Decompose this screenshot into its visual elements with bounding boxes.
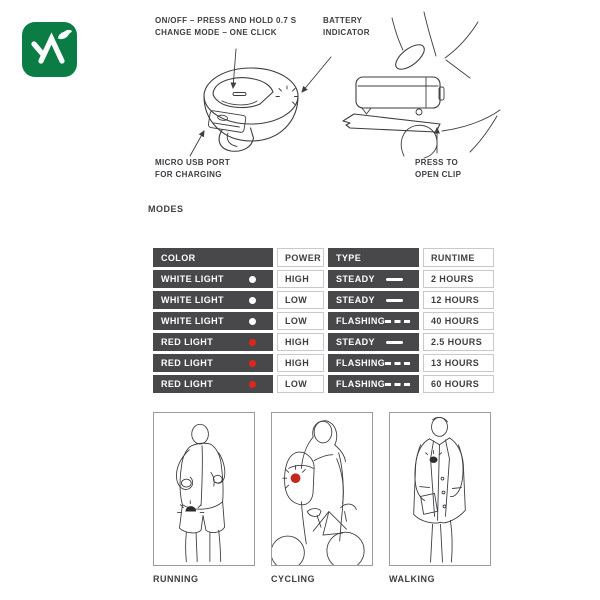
cell-color [153, 354, 273, 372]
modes-title: MODES [148, 204, 184, 214]
mode-type-dash-icon [386, 278, 403, 281]
cell-power: HIGH [277, 270, 324, 288]
type-text: FLASHING [336, 316, 386, 326]
light-color-dot-icon [249, 381, 256, 388]
cell-type [328, 333, 419, 351]
cell-power: LOW [277, 291, 324, 309]
cell-power: LOW [277, 312, 324, 330]
light-color-dot-icon [249, 339, 256, 346]
battery-indicator-mark [276, 86, 298, 105]
walking-label: WALKING [389, 574, 435, 584]
color-text: WHITE LIGHT [161, 316, 224, 326]
type-text: FLASHING [336, 379, 386, 389]
battery-label-line2: INDICATOR [323, 27, 370, 37]
light-color-dot-icon [249, 318, 256, 325]
cell-color [153, 375, 273, 393]
header-runtime: RUNTIME [423, 248, 494, 267]
usage-figure-cycling [271, 412, 373, 566]
cell-type [328, 312, 419, 330]
device-diagram-illustration [0, 0, 600, 200]
color-text: RED LIGHT [161, 379, 214, 389]
light-color-dot-icon [249, 360, 256, 367]
header-power: POWER [277, 248, 324, 267]
cell-type [328, 354, 419, 372]
type-text: STEADY [336, 337, 375, 347]
mode-type-dash-icon [385, 362, 411, 365]
clip-light-illustration [343, 12, 500, 158]
cell-runtime: 12 HOURS [423, 291, 494, 309]
usage-figure-running [153, 412, 255, 566]
clip-label-line2: OPEN CLIP [415, 169, 462, 179]
cell-color [153, 333, 273, 351]
battery-label-line1: BATTERY [323, 16, 363, 25]
light-color-dot-icon [249, 276, 256, 283]
cell-power: HIGH [277, 354, 324, 372]
running-illustration [154, 413, 254, 565]
running-label: RUNNING [153, 574, 199, 584]
modes-table [153, 248, 494, 393]
cycling-label: CYCLING [271, 574, 315, 584]
walking-illustration [390, 413, 490, 565]
cycling-light-mark [283, 465, 306, 488]
type-text: STEADY [336, 295, 375, 305]
usb-label-line2: FOR CHARGING [155, 169, 222, 179]
color-text: RED LIGHT [161, 337, 214, 347]
color-text: WHITE LIGHT [161, 274, 224, 284]
usb-label-line1: MICRO USB PORT [155, 158, 231, 167]
onoff-label-line2: CHANGE MODE – ONE CLICK [155, 27, 277, 37]
cell-type [328, 270, 419, 288]
cell-type [328, 291, 419, 309]
cell-color [153, 291, 273, 309]
cycling-illustration [272, 413, 372, 565]
mode-type-dash-icon [386, 341, 403, 344]
cell-power: HIGH [277, 333, 324, 351]
type-text: FLASHING [336, 358, 386, 368]
color-text: WHITE LIGHT [161, 295, 224, 305]
color-text: RED LIGHT [161, 358, 214, 368]
header-color: COLOR [153, 248, 273, 267]
cell-power: LOW [277, 375, 324, 393]
light-color-dot-icon [249, 297, 256, 304]
puck-light-illustration [204, 68, 298, 151]
cell-runtime: 2 HOURS [423, 270, 494, 288]
cell-runtime: 13 HOURS [423, 354, 494, 372]
cell-type [328, 375, 419, 393]
clip-label-line1: PRESS TO [415, 158, 459, 167]
cell-runtime: 2.5 HOURS [423, 333, 494, 351]
cell-runtime: 60 HOURS [423, 375, 494, 393]
type-text: STEADY [336, 274, 375, 284]
header-type: TYPE [328, 248, 419, 267]
hand-pressing [392, 12, 500, 158]
onoff-label-line1: ON/OFF – PRESS AND HOLD 0.7 S [155, 16, 297, 25]
mode-type-dash-icon [385, 320, 411, 323]
mode-type-dash-icon [385, 383, 411, 386]
cell-color [153, 312, 273, 330]
usage-figure-walking [389, 412, 491, 566]
cell-runtime: 40 HOURS [423, 312, 494, 330]
mode-type-dash-icon [386, 299, 403, 302]
cell-color [153, 270, 273, 288]
